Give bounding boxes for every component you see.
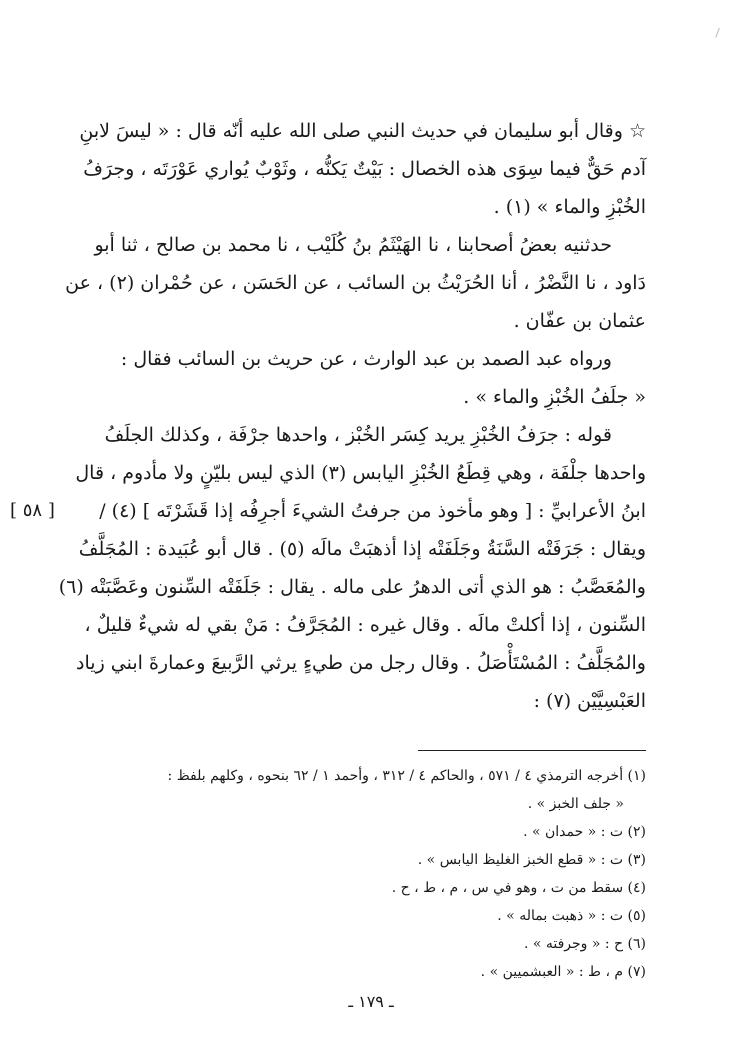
text-line: والمُجَلَّفُ : المُسْتَأْصَلُ . وقال رجل من طيءٍ يرثي الرَّبيعَ وعمارةَ ابني زياد [76, 652, 646, 674]
text-line: حدثنيه بعضُ أصحابنا ، نا الهَيْثَمُ بنُ كُلَيْب ، نا محمد بن صالح ، ثنا أبو [94, 234, 612, 256]
text-line: « جلَفُ الخُبْزِ والماء » . [463, 386, 646, 408]
manuscript-folio-marker: [ ٥٨ ] [10, 500, 55, 521]
page-number: ـ ١٧٩ ـ [348, 992, 394, 1011]
text-line: الخُبْزِ والماء » (١) . [493, 196, 646, 218]
footnote: (١) أخرجه الترمذي ٤ / ٥٧١ ، والحاكم ٤ / ٣١٢ ، وأحمد ١ / ٦٢ بنحوه ، وكلهم بلفظ : [167, 768, 646, 784]
footnotes [28, 762, 646, 986]
text-line: العَبْسِيَّيْن (٧) : [533, 690, 646, 712]
text-line: ورواه عبد الصمد بن عبد الوارث ، عن حريث بن السائب فقال : [120, 348, 612, 370]
footnote: (٦) ح : « وجرفته » . [523, 936, 646, 952]
main-text [58, 112, 646, 720]
footnote: (٥) ت : « ذهبت بماله » . [497, 908, 646, 924]
text-line: السِّنون ، إذا أكلتْ مالَه . وقال غيره : المُجَرَّفُ : مَنْ بقي له شيءٌ قليلٌ ، [84, 614, 646, 636]
text-line: والمُعَصَّبُ : هو الذي أتى الدهرُ على ماله . يقال : جَلَفَتْه السِّنون وعَصَّبَتْه (٦) [58, 576, 646, 598]
footnote: (٤) سقط من ت ، وهو في س ، م ، ط ، ح . [391, 880, 646, 896]
footnote-divider [418, 750, 646, 751]
text-line: ويقال : جَرَفَتْه السَّنَةُ وجَلَفَتْه إذا أذهبَتْ مالَه (٥) . قال أبو عُبَيدة : المُجَلَّفُ [78, 538, 646, 560]
text-line: عثمان بن عفّان . [513, 310, 646, 332]
text-line: ابنُ الأعرابيِّ : [ وهو مأخوذ من جرفتُ الشيءَ أجرِفُه إذا قَشَرْتَه ] (٤) / [99, 500, 646, 522]
footnote: « جلف الخبز » . [527, 796, 624, 812]
text-line: آدم حَقٌّ فيما سِوَى هذه الخصال : بَيْتٌ يَكنُّه ، وثَوْبٌ يُواري عَوْرَتَه ، وجرَفُ [83, 158, 646, 180]
text-line: واحدها جلْفَة ، وهي قِطَعُ الخُبْزِ اليابس (٣) الذي ليس بليّنٍ ولا مأدوم ، قال [75, 462, 646, 484]
text-line: قوله : جرَفُ الخُبْزِ يريد كِسَر الخُبْز ، واحدها جرْفَة ، وكذلك الجلَفُ [104, 424, 612, 446]
footnote: (٧) م ، ط : « العبشميين » . [480, 964, 646, 980]
text-line: ☆ وقال أبو سليمان في حديث النبي صلى الله عليه أنّه قال : « ليسَ لابنِ [79, 120, 646, 142]
footnote: (٣) ت : « قطع الخبز الغليظ اليابس » . [417, 852, 646, 868]
scan-mark [715, 28, 721, 38]
footnote: (٢) ت : « حمدان » . [523, 824, 646, 840]
text-line: دَاود ، نا النَّضْرُ ، أنا الحُرَيْثُ بن السائب ، عن الحَسَن ، عن حُمْران (٢) ، عن [65, 272, 646, 294]
